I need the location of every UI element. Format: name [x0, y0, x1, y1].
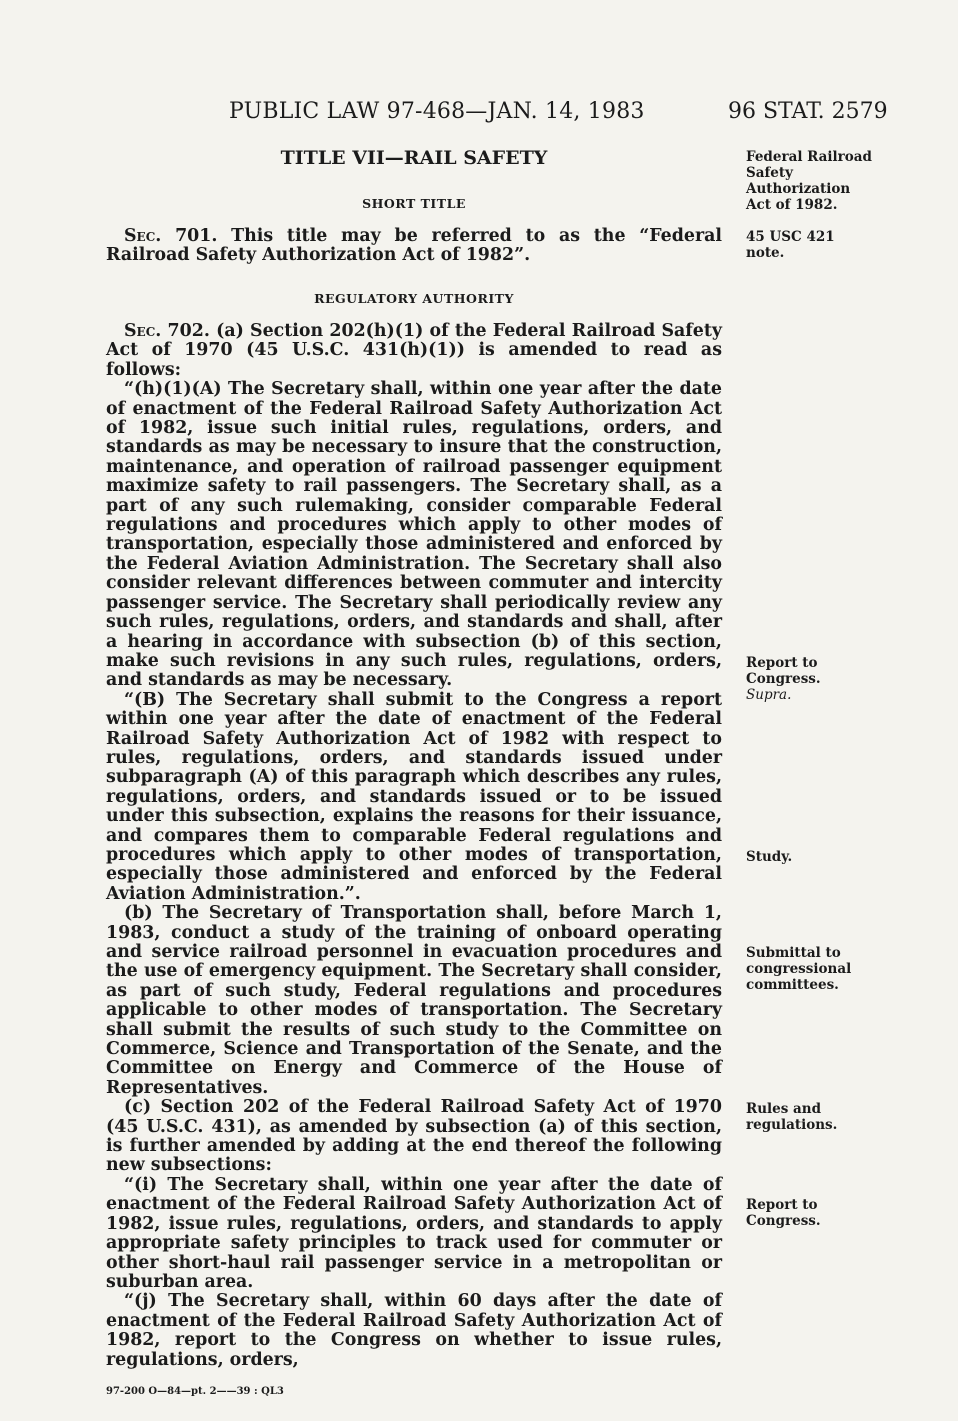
title-heading: TITLE VII—RAIL SAFETY [280, 147, 548, 169]
subsection-i: “(i) The Secretary shall, within one year after the date of enactment of the Federal Railroad Safety Authorization Act of 1982, issue rules, regulations, orders, and standards to apply appropriate safety principles to track used for commuter or other short-haul rail passenger service in a metropolitan or suburban area. [106, 1174, 722, 1292]
margin-note-study: Study. [746, 849, 793, 865]
margin-note-usc: 45 USC 421 note. [746, 229, 835, 261]
regulatory-authority-heading: REGULATORY AUTHORITY [314, 291, 514, 306]
subsection-c: (c) Section 202 of the Federal Railroad Safety Act of 1970 (45 U.S.C. 431), as amended by subsection (a) of this section, is further amended by adding at the end thereof the following new subsections: [106, 1097, 722, 1176]
section-701 [106, 227, 722, 266]
section-label: Sec [124, 226, 156, 246]
subsection-b: (b) The Secretary of Transportation shall, before March 1, 1983, conduct a study of the training of onboard operating and service railroad personnel in evacuation procedures and the use of emergency equipment. The Secretary shall consider, as part of such study, Federal regulations and procedures applicable to other modes of transportation. The Secretary shall submit the results of such study to the Committee on Commerce, Science and Transportation of the Senate, and the Committee on Energy and Commerce of the House of Representatives. [106, 903, 722, 1098]
margin-note-fra-act: Federal Railroad Safety Authorization Act of 1982. [746, 149, 872, 213]
margin-note-submittal: Submittal to congressional committees. [746, 945, 852, 993]
margin-note-supra: Supra. [746, 687, 792, 703]
margin-note-report-to-congress: Report to Congress. Supra. [746, 655, 876, 703]
section-702-intro: . 702. (a) Section 202(h)(1) of the Federal Railroad Safety Act of 1970 (45 U.S.C. 431(h)(1)) is amended to read as follows: [106, 321, 722, 380]
printer-footer: 97-200 O—84—pt. 2——39 : QL3 [106, 1386, 284, 1397]
margin-note-report-to-congress-2: Report to Congress. [746, 1197, 821, 1229]
margin-note-rules: Rules and regulations. [746, 1101, 838, 1133]
section-702 [106, 322, 722, 1370]
running-header-right: 96 STAT. 2579 [728, 99, 888, 124]
running-header-left: PUBLIC LAW 97-468—JAN. 14, 1983 [229, 99, 645, 124]
short-title-heading: SHORT TITLE [362, 196, 466, 211]
section-label: Sec [124, 321, 156, 341]
paragraph-h1A: “(h)(1)(A) The Secretary shall, within one year after the date of enactment of the Federal Railroad Safety Authorization Act of 1982, issue such initial rules, regulations, orders, and standards as may be necessary to insure that the construction, maintenance, and operation of railroad passenger equipment maximize safety to rail passengers. The Secretary shall, as a part of any such rulemaking, consider comparable Federal regulations and procedures which apply to other modes of transportation, especially those administered and enforced by the Federal Aviation Administration. The Secretary shall also consider relevant differences between commuter and intercity passenger service. The Secretary shall periodically review any such rules, regulations, orders, and standards and shall, after a hearing in accordance with subsection (b) of this section, make such revisions in any such rules, regulations, orders, and standards as may be necessary. [106, 379, 722, 691]
section-701-text: . 701. This title may be referred to as the “Federal Railroad Safety Authorization Act of 1982”. [106, 226, 722, 266]
paragraph-B: “(B) The Secretary shall submit to the Congress a report within one year after the date of enactment of the Federal Railroad Safety Authorization Act of 1982 with respect to rules, regulations, orders, and standards issued under subparagraph (A) of this paragraph which describes any rules, regulations, orders, and standards issued or to be issued under this subsection, explains the reasons for their issuance, and compares them to comparable Federal regulations and procedures which apply to other modes of transportation, especially those administered and enforced by the Federal Aviation Administration.”. [106, 689, 722, 904]
subsection-j: “(j) The Secretary shall, within 60 days after the date of enactment of the Federal Railroad Safety Authorization Act of 1982, report to the Congress on whether to issue rules, regulations, orders, [106, 1291, 722, 1370]
